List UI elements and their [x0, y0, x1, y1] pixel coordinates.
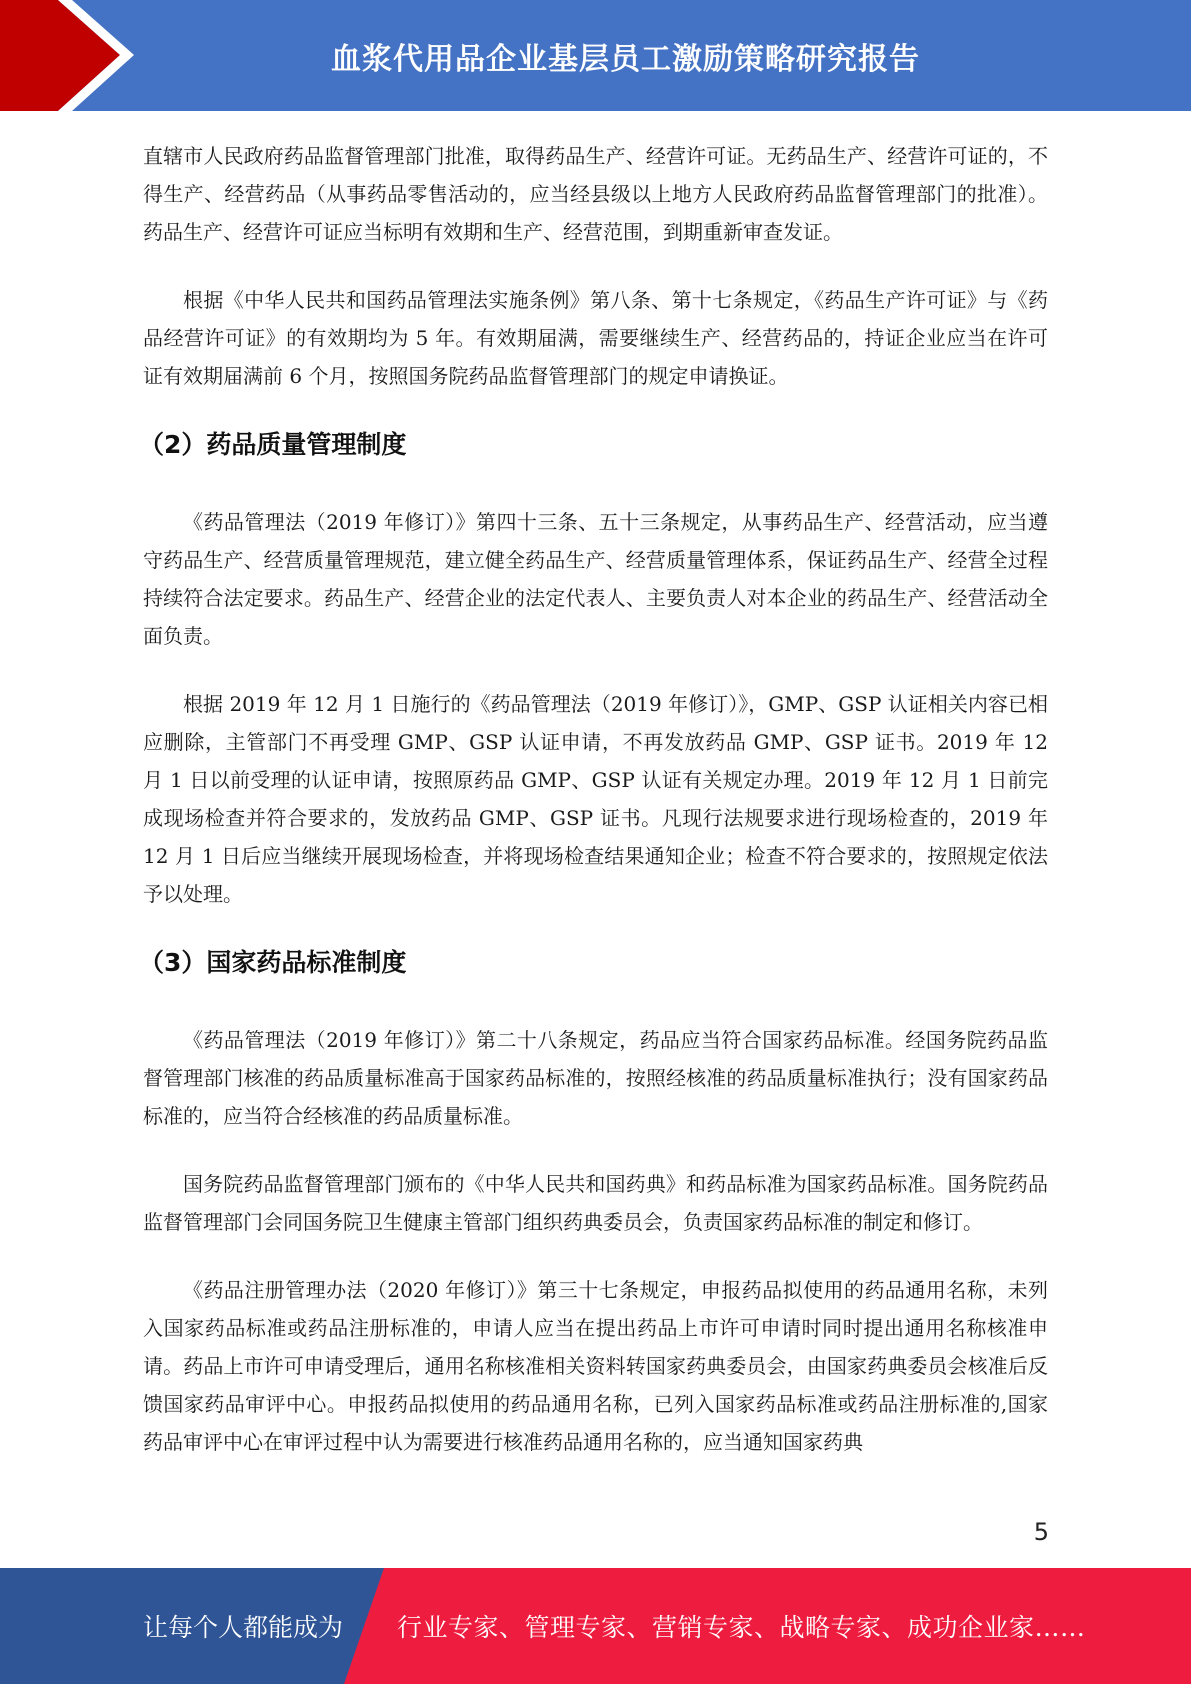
page-footer [0, 1568, 1191, 1684]
paragraph: 直辖市人民政府药品监督管理部门批准，取得药品生产、经营许可证。无药品生产、经营许可证的，不得生产、经营药品（从事药品零售活动的，应当经县级以上地方人民政府药品监督管理部门的批准）。药品生产、经营许可证应当标明有效期和生产、经营范围，到期重新审查发证。 [143, 144, 1048, 244]
report-title: 血浆代用品企业基层员工激励策略研究报告 [331, 41, 920, 77]
paragraph: 根据《中华人民共和国药品管理法实施条例》第八条、第十七条规定，《药品生产许可证》与《药品经营许可证》的有效期均为 5 年。有效期届满，需要继续生产、经营药品的，持证企业应当在许可证有效期届满前 6 个月，按照国务院药品监督管理部门的规定申请换证。 [143, 288, 1048, 388]
page-header [0, 0, 1191, 111]
footer-slogan-left: 让每个人都能成为 [143, 1613, 344, 1642]
paragraph: 《药品注册管理办法（2020 年修订）》第三十七条规定，申报药品拟使用的药品通用名称，未列入国家药品标准或药品注册标准的，申请人应当在提出药品上市许可申请时同时提出通用名称核准申请。药品上市许可申请受理后，通用名称核准相关资料转国家药典委员会，由国家药典委员会核准后反馈国家药品审评中心。申报药品拟使用的药品通用名称，已列入国家药品标准或药品注册标准的,国家药品审评中心在审评过程中认为需要进行核准药品通用名称的，应当通知国家药典 [143, 1278, 1048, 1454]
section-heading: （2）药品质量管理制度 [139, 430, 407, 459]
page-body [139, 137, 1048, 1491]
footer-slogan-right: 行业专家、管理专家、营销专家、战略专家、成功企业家…… [397, 1613, 1086, 1642]
paragraph: 《药品管理法（2019 年修订）》第四十三条、五十三条规定，从事药品生产、经营活动，应当遵守药品生产、经营质量管理规范，建立健全药品生产、经营质量管理体系，保证药品生产、经营全过程持续符合法定要求。药品生产、经营企业的法定代表人、主要负责人对本企业的药品生产、经营活动全面负责。 [143, 510, 1048, 648]
page-number: 5 [1033, 1518, 1049, 1546]
paragraph: 根据 2019 年 12 月 1 日施行的《药品管理法（2019 年修订）》，GMP、GSP 认证相关内容已相应删除，主管部门不再受理 GMP、GSP 认证申请，不再发放药品 GMP、GSP 证书。2019 年 12 月 1 日以前受理的认证申请，按照原药品 GMP、GSP 认证有关规定办理。2019 年 12 月 1 日前完成现场检查并符合要求的，发放药品 GMP、GSP 证书。凡现行法规要求进行现场检查的，2019 年 12 月 1 日后应当继续开展现场检查，并将现场检查结果通知企业；检查不符合要求的，按照规定依法予以处理。 [143, 692, 1048, 906]
paragraph: 国务院药品监督管理部门颁布的《中华人民共和国药典》和药品标准为国家药品标准。国务院药品监督管理部门会同国务院卫生健康主管部门组织药典委员会，负责国家药品标准的制定和修订。 [143, 1172, 1048, 1234]
paragraph: 《药品管理法（2019 年修订）》第二十八条规定，药品应当符合国家药品标准。经国务院药品监督管理部门核准的药品质量标准高于国家药品标准的，按照经核准的药品质量标准执行；没有国家药品标准的，应当符合经核准的药品质量标准。 [143, 1028, 1048, 1128]
section-heading: （3）国家药品标准制度 [139, 948, 407, 977]
